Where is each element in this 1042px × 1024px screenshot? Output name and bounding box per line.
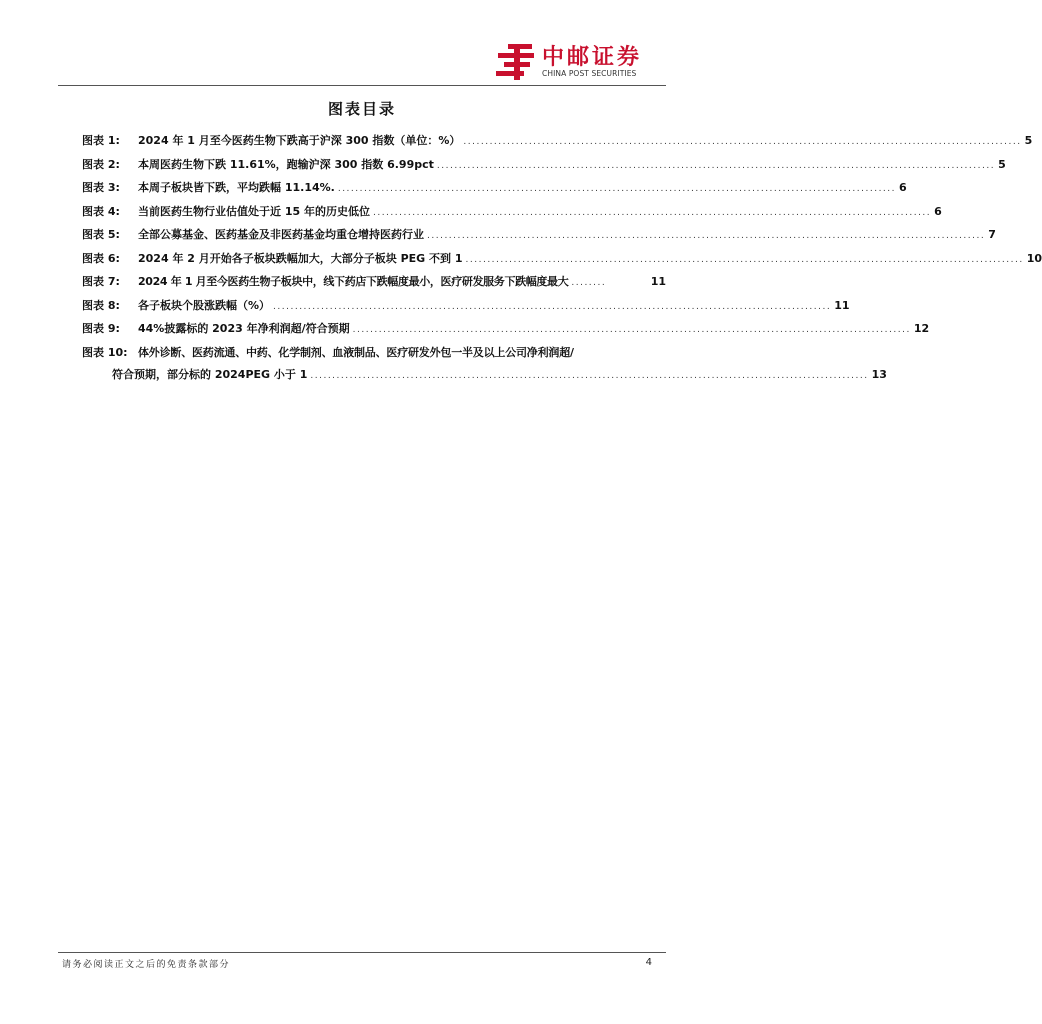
toc-entry-label: 图表 8: — [82, 298, 120, 312]
toc-entry-page: 11 — [834, 298, 850, 312]
toc-leader-dots: ................................................................................................................................ — [352, 325, 911, 335]
toc-entry-4[interactable] — [82, 201, 942, 225]
toc-entry-label: 图表 6: — [82, 251, 120, 265]
toc-entry-5[interactable] — [82, 224, 996, 248]
toc-entry-page: 10 — [1026, 251, 1042, 265]
toc-entry-text-line2: 符合预期，部分标的 2024PEG 小于 1 — [112, 368, 308, 381]
toc-entry-2[interactable] — [82, 154, 1006, 178]
toc-entry-text: 全部公募基金、医药基金及非医药基金均重仓增持医药行业 — [138, 228, 424, 241]
toc-leader-dots: ................................................................................................................................ — [273, 301, 832, 312]
toc-entry-text: 2024 年 2 月开始各子板块跌幅加大，大部分子板块 PEG 不到 1 — [138, 251, 463, 265]
toc-entry-text: 44%披露标的 2023 年净利润超/符合预期 — [138, 322, 350, 335]
toc-entry-text: 2024 年 1 月至今医药生物下跌高于沪深 300 指数（单位：%） — [138, 134, 461, 147]
toc-entry-label: 图表 9: — [82, 322, 120, 335]
toc-entry-page: 12 — [913, 322, 930, 335]
toc-entry-10[interactable] — [82, 342, 887, 388]
china-post-logo-icon — [494, 42, 538, 82]
toc-title: 图表目录 — [327, 100, 396, 118]
toc-leader-dots: ................................................................................................................................ — [337, 184, 897, 194]
toc-leader-dots: ........ — [571, 278, 607, 288]
page-number: 4 — [645, 957, 652, 968]
toc-entry-text: 当前医药生物行业估值处于近 15 年的历史低位 — [138, 204, 370, 218]
header-divider — [58, 85, 666, 86]
toc-entry-text: 本周医药生物下跌 11.61%，跑输沪深 300 指数 6.99pct — [138, 157, 434, 171]
toc-entry-3[interactable] — [82, 177, 907, 201]
toc-leader-dots: ................................................................................................................................ — [465, 254, 1024, 265]
toc-entry-label: 图表 3: — [82, 181, 120, 194]
footer-disclaimer: 请务必阅读正文之后的免责条款部分 — [62, 960, 231, 970]
toc-entry-8[interactable] — [82, 295, 850, 319]
toc-entry-page: 7 — [988, 228, 996, 241]
toc-entry-text: 各子板块个股涨跌幅（%） — [138, 298, 271, 312]
toc-entry-label: 图表 10: — [82, 345, 128, 359]
toc-entry-page: 13 — [871, 368, 887, 381]
toc-entry-6[interactable] — [82, 248, 1042, 272]
brand-logo — [494, 40, 664, 84]
toc-leader-dots: ................................................................................................................................ — [436, 160, 996, 171]
brand-name-en: CHINA POST SECURITIES — [542, 69, 637, 78]
toc-entry-label: 图表 5: — [82, 228, 120, 241]
figure-toc-list — [82, 130, 1042, 388]
toc-leader-dots: ................................................................................................................................ — [310, 371, 869, 381]
toc-entry-page: 5 — [998, 157, 1006, 171]
toc-leader-dots: ................................................................................................................................ — [463, 137, 1022, 147]
footer-divider — [58, 952, 666, 953]
toc-entry-7[interactable] — [82, 271, 666, 295]
brand-name-cn: 中邮证券 — [542, 45, 643, 70]
toc-entry-page: 5 — [1024, 134, 1033, 147]
toc-entry-page: 6 — [899, 181, 907, 194]
toc-leader-dots: ................................................................................................................................ — [427, 231, 986, 241]
toc-entry-text: 本周子板块皆下跌，平均跌幅 11.14%. — [138, 181, 335, 194]
toc-entry-page: 11 — [650, 275, 666, 288]
toc-entry-label: 图表 4: — [82, 204, 120, 218]
toc-entry-page: 6 — [934, 204, 942, 218]
toc-leader-dots: ................................................................................................................................ — [372, 207, 932, 218]
toc-entry-text-line1: 体外诊断、医药流通、中药、化学制剂、血液制品、医疗研发外包一半及以上公司净利润超/ — [138, 345, 574, 359]
toc-entry-text: 2024 年 1 月至今医药生物子板块中，线下药店下跌幅度最小，医疗研发服务下跌幅度最大 — [138, 275, 569, 288]
toc-entry-9[interactable] — [82, 318, 930, 342]
toc-entry-label: 图表 2: — [82, 157, 120, 171]
toc-entry-label: 图表 1: — [82, 134, 120, 147]
toc-entry-label: 图表 7: — [82, 275, 120, 288]
toc-entry-1[interactable] — [82, 130, 1033, 154]
